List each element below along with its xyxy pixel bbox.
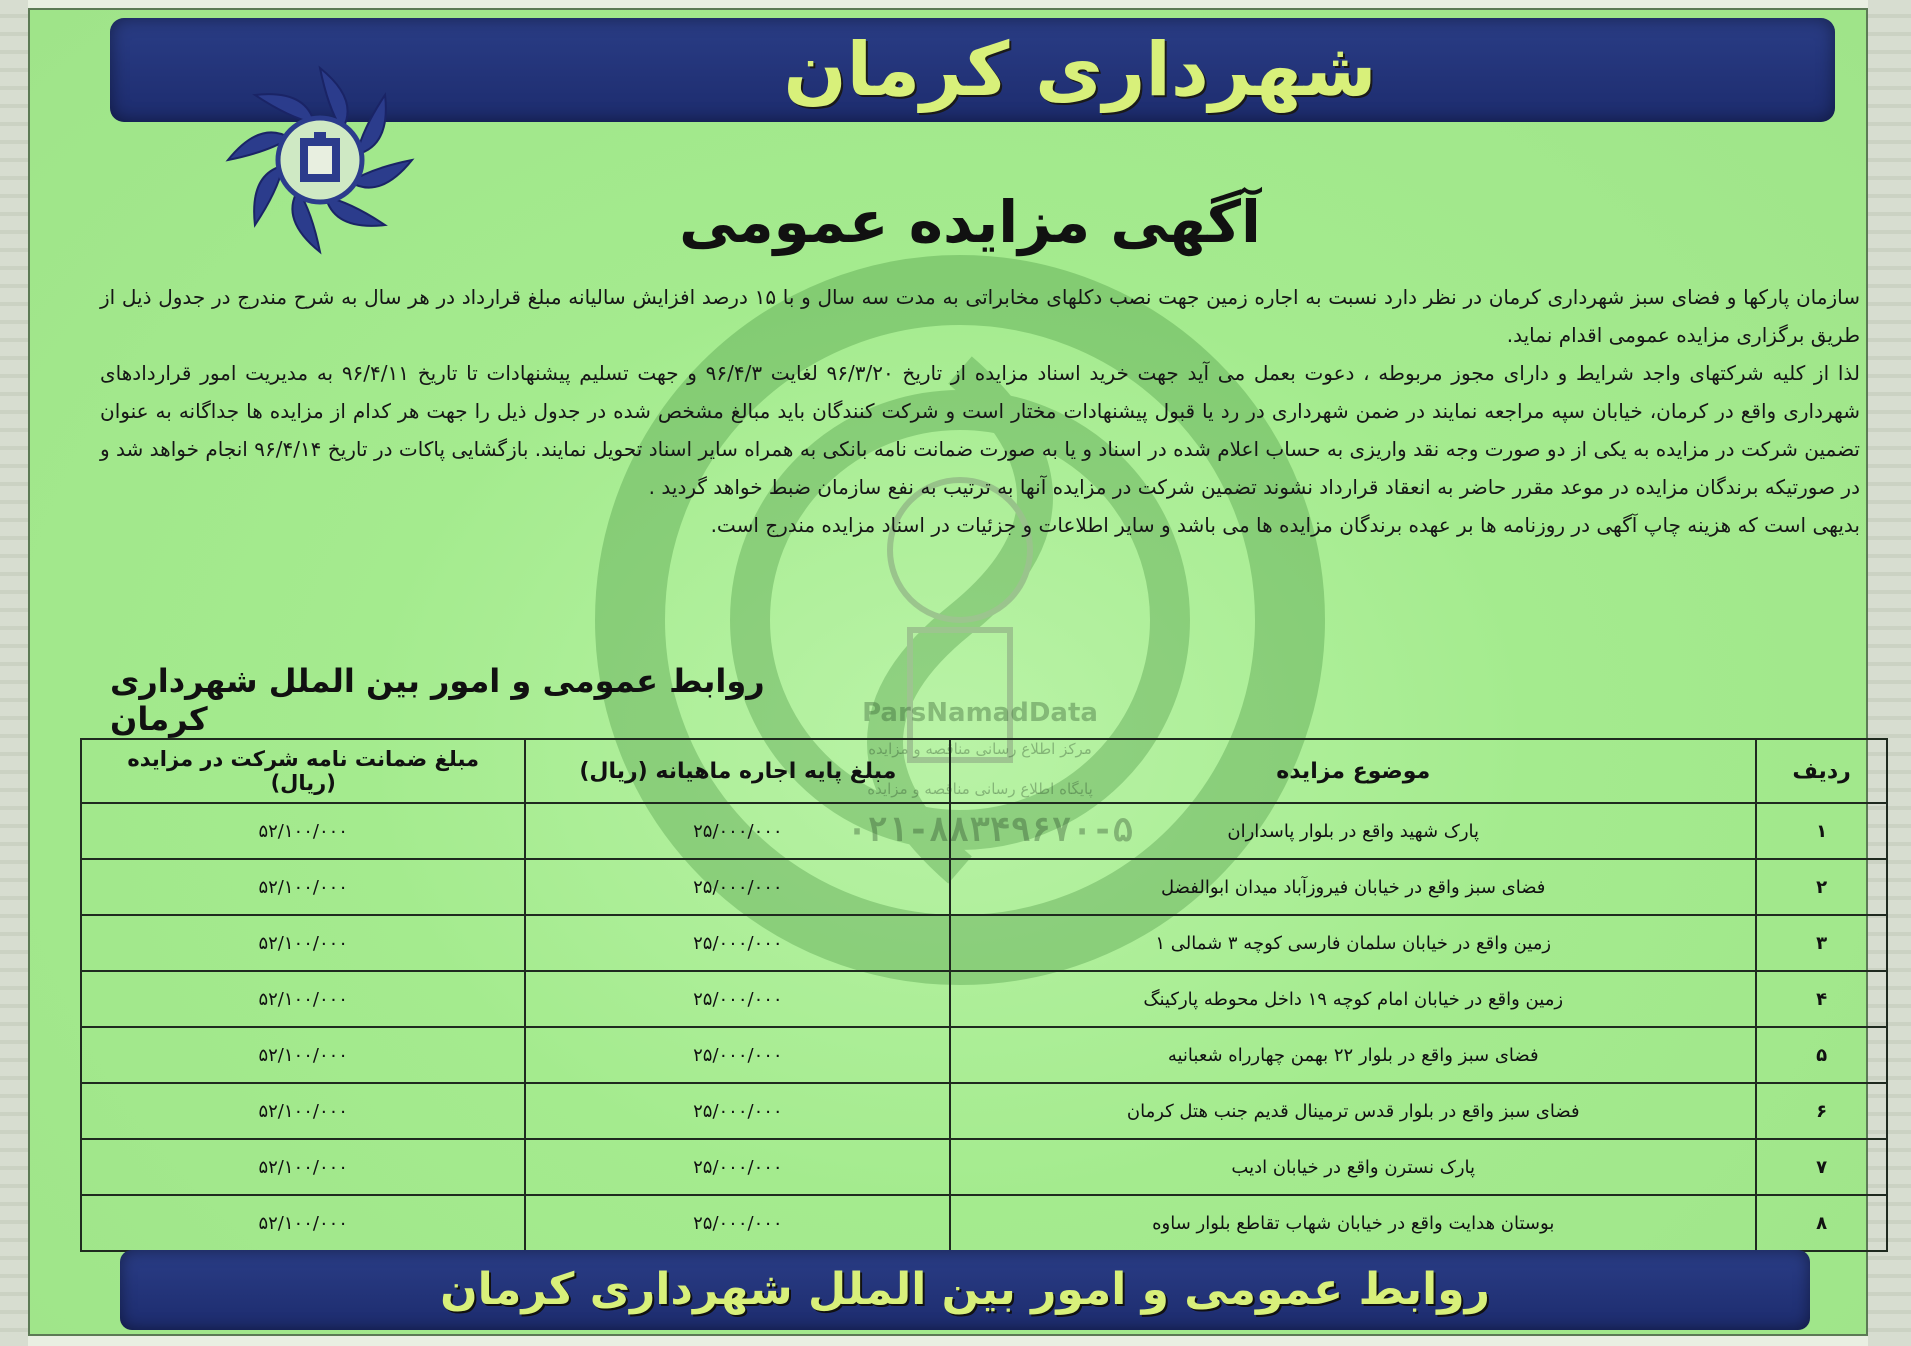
row-subject: زمین واقع در خیابان سلمان فارسی کوچه ۳ شمالی ۱	[950, 915, 1756, 971]
row-subject: فضای سبز واقع در بلوار ۲۲ بهمن چهارراه شعبانیه	[950, 1027, 1756, 1083]
municipality-logo-icon	[220, 60, 420, 260]
notice-paragraph-3: بدیهی است که هزینه چاپ آگهی در روزنامه ها بر عهده برندگان مزایده ها می باشد و سایر اطلاعات و جزئیات در اسناد مزایده مندرج است.	[710, 513, 1860, 537]
notice-paragraph-2: لذا از کلیه شرکتهای واجد شرایط و دارای مجوز مربوطه ، دعوت بعمل می آید جهت خرید اسناد مزایده از تاریخ ۹۶/۳/۲۰ لغایت ۹۶/۴/۳ و جهت تسلیم پیشنهادات تا تاریخ ۹۶/۴/۱۱ به مدیریت امور قراردادهای شهرداری واقع در کرمان، خیابان سپه مراجعه نمایند در ضمن شهرداری در رد یا قبول پیشنهادات مختار است و شرکت کنندگان باید مبالغ مشخص شده در جدول ذیل را جهت هر کدام از مزایده ها جداگانه به عنوان تضمین شرکت در مزایده به یکی از دو صورت وجه نقد واریزی به حساب اعلام شده در اسناد و یا به صورت ضمانت نامه بانکی به همراه سایر اسناد تحویل نمایند. بازگشایی پاکات در تاریخ ۹۶/۴/۱۴ انجام خواهد شد و در صورتیکه برندگان مزایده در موعد مقرر حاضر به انعقاد قرارداد نشوند تضمین شرکت در مزایده آنها به ترتیب به نفع سازمان ضبط خواهد گردید .	[100, 361, 1861, 499]
watermark-line-1: مرکز اطلاع رسانی مناقصه و مزایده	[868, 740, 1092, 758]
notice-paragraph-1: سازمان پارکها و فضای سبز شهرداری کرمان در نظر دارد نسبت به اجاره زمین جهت نصب دکلهای مخابراتی به مدت سه سال و با ۱۵ درصد افزایش سالیانه مبلغ قرارداد در هر سال به شرح مندرج در جدول ذیل از طریق برگزاری مزایده عمومی اقدام نماید.	[100, 285, 1860, 347]
row-number: ۴	[1756, 971, 1887, 1027]
row-subject: پارک نسترن واقع در خیابان ادیب	[950, 1139, 1756, 1195]
row-number: ۵	[1756, 1027, 1887, 1083]
notice-signature: روابط عمومی و امور بین الملل شهرداری کرمان	[110, 662, 765, 738]
row-guarantee: ۵۲/۱۰۰/۰۰۰	[258, 932, 348, 954]
header-base-rent: مبلغ پایه اجاره ماهیانه (ریال)	[525, 739, 950, 803]
row-guarantee: ۵۲/۱۰۰/۰۰۰	[258, 988, 348, 1010]
row-base-rent: ۲۵/۰۰۰/۰۰۰	[693, 820, 783, 842]
row-number: ۲	[1756, 859, 1887, 915]
row-guarantee: ۵۲/۱۰۰/۰۰۰	[258, 1212, 348, 1234]
table-row	[81, 803, 1887, 859]
table-row	[81, 971, 1887, 1027]
watermark-phone: ۰۲۱-۸۸۳۴۹۶۷۰-۵	[846, 810, 1134, 850]
row-base-rent: ۲۵/۰۰۰/۰۰۰	[693, 1044, 783, 1066]
row-number: ۸	[1756, 1195, 1887, 1251]
row-base-rent: ۲۵/۰۰۰/۰۰۰	[693, 1212, 783, 1234]
header-row-number: ردیف	[1756, 739, 1887, 803]
table-header-row	[81, 739, 1887, 803]
table-row	[81, 1083, 1887, 1139]
row-guarantee: ۵۲/۱۰۰/۰۰۰	[258, 876, 348, 898]
notice-body	[100, 278, 1860, 544]
row-guarantee: ۵۲/۱۰۰/۰۰۰	[258, 820, 348, 842]
row-number: ۷	[1756, 1139, 1887, 1195]
header-guarantee: مبلغ ضمانت نامه شرکت در مزایده (ریال)	[81, 739, 525, 803]
footer-band	[120, 1250, 1810, 1330]
header-subject: موضوع مزایده	[950, 739, 1756, 803]
watermark-line-2: پایگاه اطلاع رسانی مناقصه و مزایده	[867, 780, 1093, 798]
footer-title: روابط عمومی و امور بین الملل شهرداری کرمان	[440, 1264, 1490, 1315]
row-subject: پارک شهید واقع در بلوار پاسداران	[950, 803, 1756, 859]
watermark-brand: ParsNamadData	[862, 698, 1098, 728]
municipality-title: شهرداری کرمان	[783, 27, 1377, 113]
table-row	[81, 1139, 1887, 1195]
row-number: ۶	[1756, 1083, 1887, 1139]
row-subject: فضای سبز واقع در خیابان فیروزآباد میدان ابوالفضل	[950, 859, 1756, 915]
left-paper-edge	[0, 0, 28, 1346]
table-row	[81, 1195, 1887, 1251]
row-base-rent: ۲۵/۰۰۰/۰۰۰	[693, 876, 783, 898]
row-number: ۱	[1756, 803, 1887, 859]
row-base-rent: ۲۵/۰۰۰/۰۰۰	[693, 932, 783, 954]
row-subject: فضای سبز واقع در بلوار قدس ترمینال قدیم جنب هتل کرمان	[950, 1083, 1756, 1139]
row-base-rent: ۲۵/۰۰۰/۰۰۰	[693, 988, 783, 1010]
row-number: ۳	[1756, 915, 1887, 971]
table-row	[81, 915, 1887, 971]
row-base-rent: ۲۵/۰۰۰/۰۰۰	[693, 1100, 783, 1122]
table-row	[81, 1027, 1887, 1083]
notice-title: آگهی مزایده عمومی	[679, 188, 1261, 256]
row-guarantee: ۵۲/۱۰۰/۰۰۰	[258, 1044, 348, 1066]
row-subject: بوستان هدایت واقع در خیابان شهاب تقاطع بلوار ساوه	[950, 1195, 1756, 1251]
notice-page	[28, 8, 1868, 1336]
row-subject: زمین واقع در خیابان امام کوچه ۱۹ داخل محوطه پارکینگ	[950, 971, 1756, 1027]
row-base-rent: ۲۵/۰۰۰/۰۰۰	[693, 1156, 783, 1178]
table-row	[81, 859, 1887, 915]
row-guarantee: ۵۲/۱۰۰/۰۰۰	[258, 1100, 348, 1122]
row-guarantee: ۵۲/۱۰۰/۰۰۰	[258, 1156, 348, 1178]
auction-table	[80, 738, 1888, 1252]
